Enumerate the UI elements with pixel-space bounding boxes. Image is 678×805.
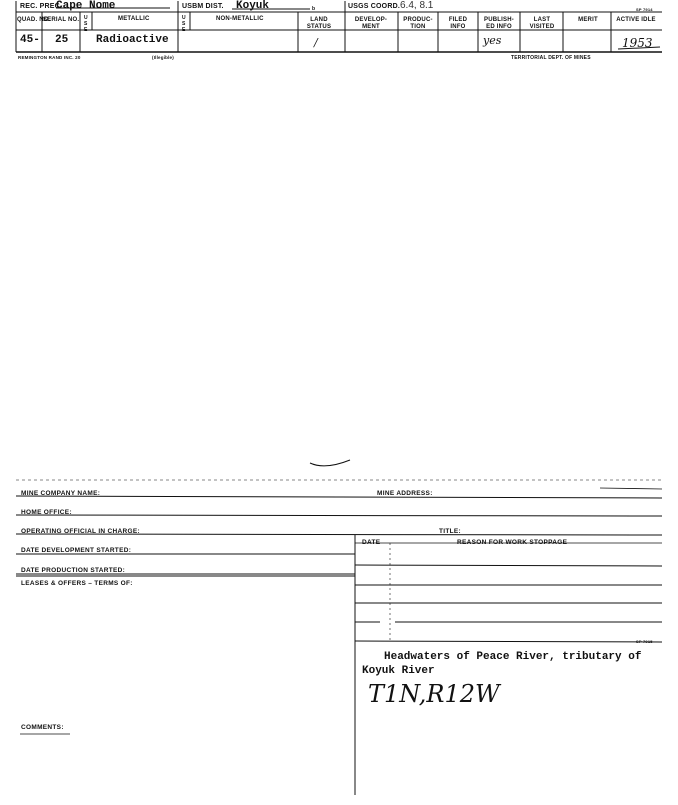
operating-official-label: OPERATING OFFICIAL IN CHARGE: <box>21 528 140 535</box>
printer-imprint: REMINGTON RAND INC. 20 <box>18 55 81 60</box>
col-last-visited: LAST VISITED <box>529 17 555 30</box>
col-land-status: LAND STATUS <box>306 17 332 30</box>
reason-header: REASON FOR WORK STOPPAGE <box>457 539 568 546</box>
published-info-value: yes <box>483 34 502 47</box>
mine-address-label: MINE ADDRESS: <box>377 490 433 497</box>
township-range: T1N,R12W <box>368 680 500 708</box>
comments-label: COMMENTS: <box>21 724 64 731</box>
col-metallic: METALLIC <box>118 16 150 22</box>
col-serial-no: SERIAL NO. <box>43 17 80 23</box>
date-dev-started-label: DATE DEVELOPMENT STARTED: <box>21 547 132 554</box>
serial-no-value: 25 <box>55 34 69 46</box>
usbm-dist-value: Koyuk <box>236 0 270 12</box>
col-development: DEVELOP- MENT <box>354 17 388 30</box>
form-code: (Illegible) <box>152 55 174 60</box>
usgs-coord-value: 6.4, 8.1 <box>400 0 434 11</box>
location-note: Headwaters of Peace River, tributary of Koyuk River <box>362 651 642 677</box>
col-production: PRODUC- TION <box>403 17 433 30</box>
mine-company-name-label: MINE COMPANY NAME: <box>21 490 101 497</box>
metallic-value: Radioactive <box>96 34 169 46</box>
usgs-coord-label: USGS COORD. <box>348 3 400 10</box>
col-merit: MERIT <box>578 17 598 23</box>
form-number-top: SP 7914 <box>636 7 653 12</box>
col-active-idle: ACTIVE IDLE <box>616 17 656 23</box>
col-use-metallic: U S E <box>84 15 88 33</box>
rec-prec-label: REC. PREC. <box>20 3 63 10</box>
date-header: DATE <box>362 539 381 546</box>
col-nonmetallic: NON-METALLIC <box>216 16 264 22</box>
quad-no-value: 45- <box>20 34 40 46</box>
col-quad-no: QUAD. NO. <box>17 17 51 23</box>
col-published-info: PUBLISH- ED INFO <box>484 17 514 30</box>
department-name: TERRITORIAL DEPT. OF MINES <box>511 55 591 61</box>
rec-prec-value: Cape Nome <box>56 0 116 12</box>
active-idle-value: 1953 <box>622 36 653 50</box>
form-number-bottom: SP 7915 <box>636 639 653 644</box>
date-prod-started-label: DATE PRODUCTION STARTED: <box>21 567 126 574</box>
land-status-value: / <box>314 36 318 49</box>
col-filed-info: FILED INFO <box>448 17 468 30</box>
title-label: TITLE: <box>439 528 462 535</box>
usbm-dist-label: USBM DIST. <box>182 3 224 10</box>
usbm-dist-suffix: b <box>312 6 316 12</box>
home-office-label: HOME OFFICE: <box>21 509 72 516</box>
col-use-nonmetallic: U S E <box>182 15 186 33</box>
leases-label: LEASES & OFFERS – TERMS OF: <box>21 580 133 587</box>
